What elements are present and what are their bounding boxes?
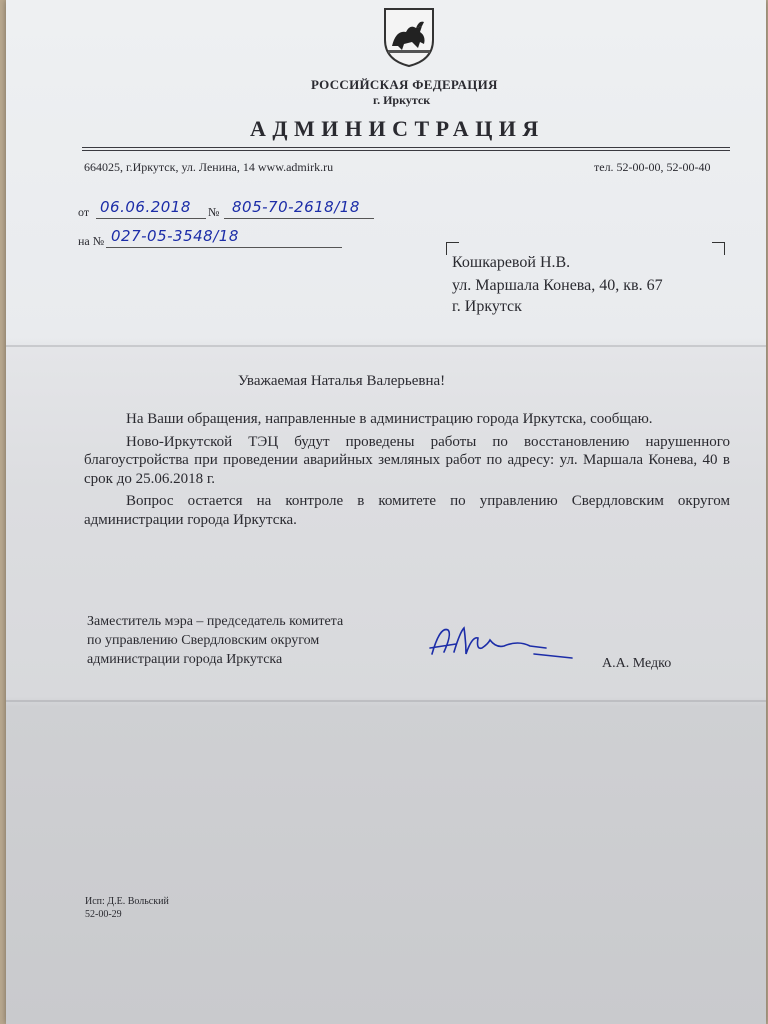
office-phone: тел. 52-00-00, 52-00-40 <box>594 160 711 174</box>
recipient-street: ул. Маршала Конева, 40, кв. 67 <box>452 277 663 294</box>
date-underline <box>96 218 206 219</box>
coat-of-arms-icon <box>382 6 436 68</box>
recipient-city: г. Иркутск <box>452 298 522 315</box>
reply-number: 027-05-3548/18 <box>111 227 239 245</box>
letter-body <box>84 410 730 533</box>
date-label: от <box>78 205 90 219</box>
recipient-name: Кошкаревой Н.В. <box>452 254 571 271</box>
registration-date: 06.06.2018 <box>100 198 191 216</box>
paragraph: На Ваши обращения, направленные в администрацию города Иркутска, сообщаю. <box>126 411 653 427</box>
greeting: Уважаемая Наталья Валерьевна! <box>238 373 446 389</box>
signatory-position: администрации города Иркутска <box>87 652 283 667</box>
header-rule <box>82 147 730 148</box>
reply-label: на № <box>78 234 105 248</box>
paragraph: Вопрос остается на контроле в комитете по управлению Свердловским округом администрации города Иркутска. <box>84 493 730 528</box>
registration-number: 805-70-2618/18 <box>232 198 360 216</box>
number-underline <box>224 218 374 219</box>
fold-line <box>6 700 766 702</box>
paragraph: Ново-Иркутской ТЭЦ будут проведены работы по восстановлению нарушенного благоустройства при проведении аварийных земляных работ по адресу: ул. Маршала Конева, 40 в срок до 25.06.2018 г. <box>84 433 730 487</box>
fold-line <box>6 345 766 347</box>
signatory-position: Заместитель мэра – председатель комитета <box>87 614 344 629</box>
city-heading: г. Иркутск <box>373 93 431 107</box>
signatory-position: по управлению Свердловским округом <box>87 633 320 648</box>
address-corner-mark <box>712 242 725 255</box>
number-label: № <box>208 205 220 219</box>
letter-sheet <box>6 0 766 1024</box>
header-rule <box>82 150 730 151</box>
administration-title: АДМИНИСТРАЦИЯ <box>250 116 545 141</box>
country-heading: РОССИЙСКАЯ ФЕДЕРАЦИЯ <box>311 77 498 92</box>
executor-name: Исп: Д.Е. Вольский <box>85 896 169 907</box>
executor-phone: 52-00-29 <box>85 909 122 920</box>
handwritten-signature <box>426 618 576 668</box>
signatory-name: А.А. Медко <box>602 656 672 671</box>
office-address: 664025, г.Иркутск, ул. Ленина, 14 www.admirk.ru <box>84 160 334 174</box>
reply-underline <box>106 247 342 248</box>
